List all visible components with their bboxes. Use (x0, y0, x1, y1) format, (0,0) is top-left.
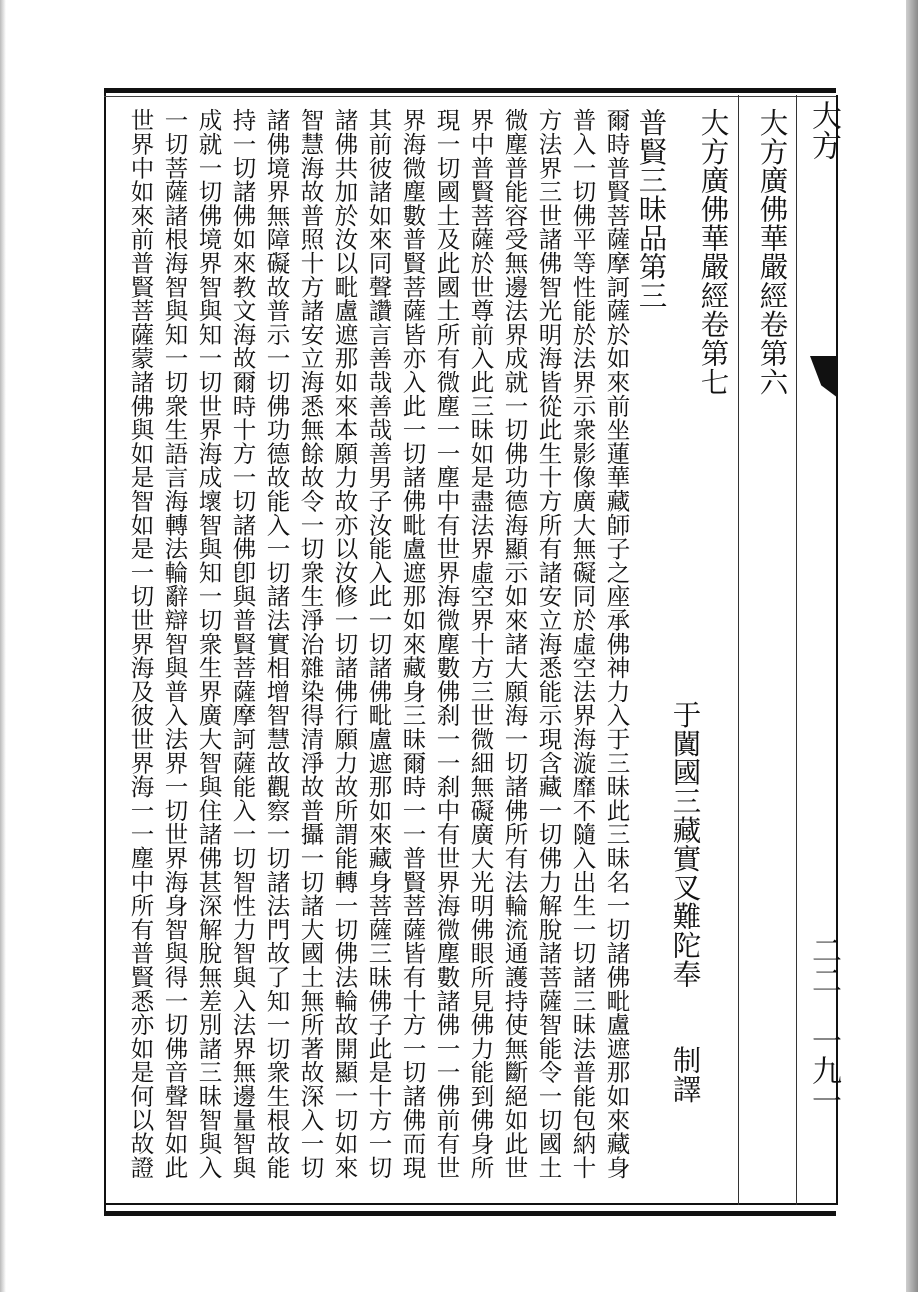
margin-divider (796, 95, 797, 1205)
text-column-14: 一切菩薩諸根海智與知一切衆生語言海轉法輪辭辯智與普入法界一切世界海身智與得一切佛音聲智如此 (160, 108, 189, 1179)
text-column-1: 爾時普賢菩薩摩訶薩於如來前坐蓮華藏師子之座承佛神力入于三昧此三昧名一切諸佛毗盧遮那如來藏身 (602, 108, 631, 1179)
text-column-3: 方法界三世諸佛智光明海皆從此生十方所有諸安立海悉能示現含藏一切佛力解脫諸菩薩智能令一切國土 (534, 108, 563, 1179)
volume-title-previous: 大方廣佛華嚴經卷第六 (755, 108, 789, 396)
text-column-8: 其前彼諸如來同聲讚言善哉善哉善男子汝能入此一切諸佛毗盧遮那如來藏身菩薩三昧佛子此是十方一切 (364, 108, 393, 1179)
translator-line: 于闐國三藏實叉難陀奉 制譯 (668, 700, 702, 1104)
text-column-10: 智慧海故普照十方諸安立海悉無餘故令一切衆生淨治雜染得清淨故普攝一切諸大國土無所著故深入一切 (296, 108, 325, 1179)
text-column-7: 界海微塵數普賢菩薩皆亦入此一切諸佛毗盧遮那如來藏身三昧爾時一一普賢菩薩皆有十方一切諸佛而現 (398, 108, 427, 1179)
frame-inner-top-rule (104, 96, 836, 97)
volume-title: 大方廣佛華嚴經卷第七 (696, 108, 730, 396)
text-column-12: 持一切諸佛如來教文海故爾時十方一切諸佛卽與普賢菩薩摩訶薩能入一切智性力智與入法界無邊量智與 (228, 108, 257, 1179)
frame-inner-bottom-rule (104, 1203, 836, 1205)
text-column-5: 界中普賢菩薩於世尊前入此三昧如是盡法界虛空界十方三世微細無礙廣大光明佛眼所見佛力能到佛身所 (466, 108, 495, 1179)
text-column-6: 現一切國土及此國土所有微塵一一塵中有世界海微塵數佛刹一一刹中有世界海微塵數諸佛一一佛前有世 (432, 108, 461, 1179)
title-divider (738, 95, 739, 1205)
margin-bottom-fragment: 二二 一九一 (806, 935, 841, 1115)
text-column-2: 普入一切佛平等性能於法界示衆影像廣大無礙同於虛空法界海漩靡不隨入出生一切諸三昧法普能包納十 (568, 108, 597, 1179)
text-column-9: 諸佛共加於汝以毗盧遮那如來本願力故亦以汝修一切諸佛行願力故所謂能轉一切佛法輪故開顯一切如來 (330, 108, 359, 1179)
margin-top-fragment: 大方 (806, 100, 841, 160)
text-column-13: 成就一切佛境界智與知一切世界海成壞智與知一切衆生界廣大智與住諸佛甚深解脫無差別諸三昧智與入 (194, 108, 223, 1179)
scan-shadow-left (0, 0, 6, 1292)
text-column-4: 微塵普能容受無邊法界成就一切佛功德海顯示如來諸大願海一切諸佛所有法輪流通護持使無斷絕如此世 (500, 108, 529, 1179)
scan-shadow-right (906, 0, 918, 1292)
text-column-15: 世界中如來前普賢菩薩蒙諸佛與如是智如是一切世界海及彼世界海一一塵中所有普賢悉亦如是何以故證 (126, 108, 155, 1179)
chapter-title: 普賢三昧品第三 (634, 108, 668, 310)
text-column-11: 諸佛境界無障礙故普示一切佛功德故能入一切諸法實相增智慧故觀察一切諸法門故了知一切衆生根故能 (262, 108, 291, 1179)
